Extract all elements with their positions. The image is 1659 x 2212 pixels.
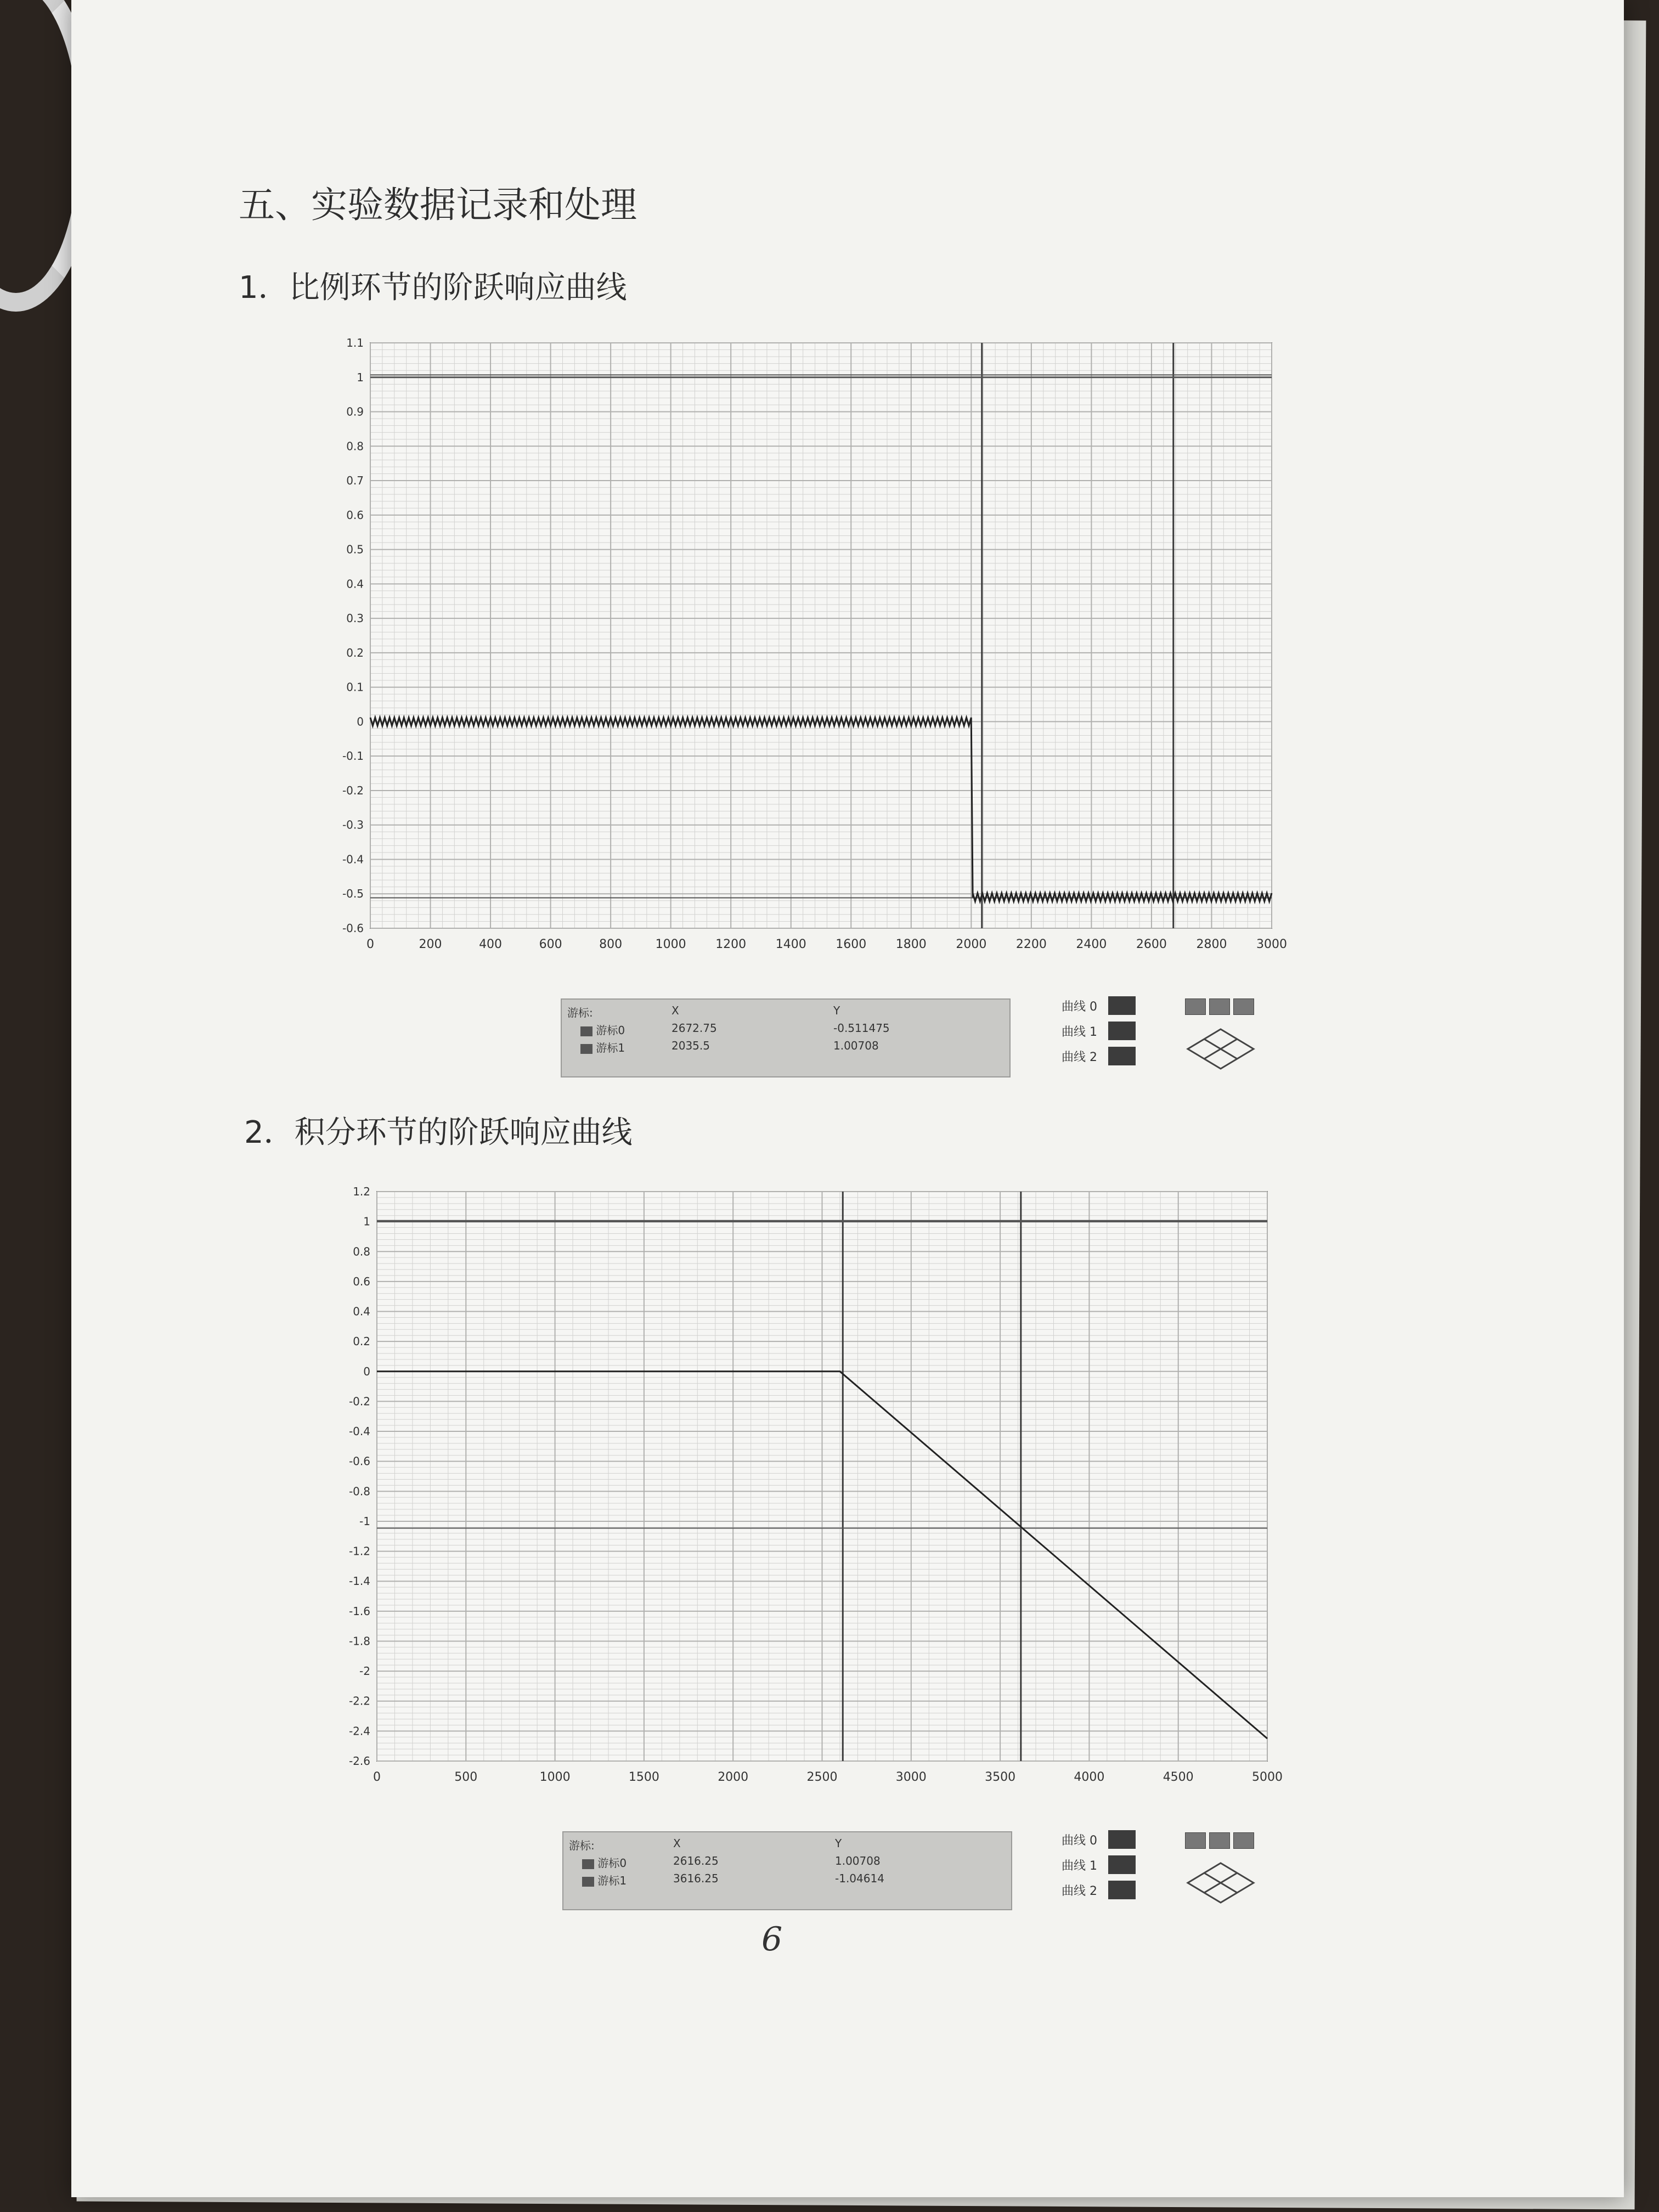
legend-label: 曲线 0 (1062, 1000, 1097, 1014)
cursor-y-value: -1.04614 (835, 1872, 884, 1885)
section2-title: 2．积分环节的阶跃响应曲线 (244, 1115, 633, 1150)
y-tick-label: 0.6 (353, 1274, 370, 1288)
y-tick-label: -0.1 (342, 749, 364, 763)
y-tick-label: -0.4 (348, 1425, 370, 1438)
y-tick-label: 0 (363, 1364, 370, 1378)
y-tick-label: -0.2 (348, 1395, 370, 1408)
y-tick-label: 0 (357, 715, 364, 729)
y-tick-label: 0.9 (346, 405, 364, 419)
section1-title: 1．比例环节的阶跃响应曲线 (239, 270, 627, 306)
cursor-header-label: 游标: (569, 1839, 595, 1852)
cursor-icon[interactable] (582, 1859, 594, 1869)
y-tick-label: 0.7 (346, 474, 364, 488)
y-tick-label: 0.4 (353, 1305, 370, 1318)
x-tick-label: 2000 (718, 1770, 749, 1784)
y-tick-label: 0.2 (353, 1335, 370, 1348)
x-tick-label: 600 (539, 938, 562, 951)
y-tick-label: -2 (359, 1664, 370, 1678)
y-tick-label: -0.4 (342, 853, 364, 866)
x-tick-label: 3500 (985, 1770, 1016, 1784)
cursor-header-y: Y (833, 1004, 840, 1017)
y-tick-label: 1.2 (353, 1185, 370, 1198)
y-tick-label: -1.6 (348, 1604, 370, 1618)
x-tick-label: 2400 (1076, 938, 1107, 951)
cursor-panel-2 (562, 1831, 1012, 1910)
x-tick-label: 200 (419, 938, 442, 951)
x-tick-label: 500 (454, 1770, 478, 1784)
page-heading: 五、实验数据记录和处理 (239, 184, 637, 226)
y-tick-label: 0.1 (346, 680, 364, 694)
y-tick-label: -0.2 (342, 783, 364, 797)
curve-swatch-icon[interactable] (1108, 1830, 1136, 1849)
cursor-name: 游标1 (596, 1041, 625, 1054)
y-tick-label: 1.1 (346, 336, 364, 349)
y-tick-label: -0.5 (342, 887, 364, 901)
y-tick-label: -1 (359, 1514, 370, 1528)
y-tick-label: -1.4 (348, 1575, 370, 1588)
legend-label: 曲线 2 (1062, 1050, 1097, 1064)
x-tick-label: 3000 (895, 1770, 927, 1784)
cursor-name: 游标0 (597, 1857, 627, 1870)
cursor-name: 游标1 (597, 1874, 627, 1887)
curve-swatch-icon[interactable] (1108, 1855, 1136, 1874)
magnify-tool-icon[interactable] (1209, 1832, 1230, 1849)
y-tick-label: 0.6 (346, 508, 364, 522)
x-tick-label: 2800 (1196, 938, 1227, 951)
cursor-name: 游标0 (596, 1024, 625, 1037)
cursor-x-value: 3616.25 (673, 1872, 719, 1885)
y-tick-label: 0.4 (346, 577, 364, 591)
page-number: 6 (761, 1920, 783, 1959)
x-tick-label: 3000 (1256, 938, 1287, 951)
x-tick-label: 1200 (715, 938, 747, 951)
y-tick-label: 0.8 (353, 1245, 370, 1259)
y-tick-label: -1.2 (348, 1544, 370, 1558)
curve-swatch-icon[interactable] (1108, 1881, 1136, 1899)
x-tick-label: 2000 (956, 938, 987, 951)
x-tick-label: 800 (599, 938, 623, 951)
cursor-x-value: 2035.5 (672, 1039, 710, 1052)
legend-label: 曲线 0 (1062, 1833, 1097, 1848)
x-tick-label: 1000 (539, 1770, 571, 1784)
cursor-header-y: Y (835, 1837, 842, 1850)
x-tick-label: 5000 (1252, 1770, 1283, 1784)
x-tick-label: 2200 (1015, 938, 1047, 951)
x-tick-label: 1800 (895, 938, 927, 951)
x-tick-label: 1000 (655, 938, 686, 951)
cursor-y-value: -0.511475 (833, 1022, 890, 1035)
y-tick-label: -0.8 (348, 1485, 370, 1498)
cursor-x-value: 2616.25 (673, 1854, 719, 1867)
cursor-y-value: 1.00708 (835, 1854, 881, 1867)
x-tick-label: 0 (373, 1770, 381, 1784)
x-tick-label: 1600 (836, 938, 867, 951)
x-tick-label: 4500 (1163, 1770, 1194, 1784)
y-tick-label: -2.4 (348, 1724, 370, 1738)
legend-2 (1062, 1827, 1136, 1903)
cursor-icon[interactable] (582, 1877, 594, 1887)
y-tick-label: -2.6 (348, 1754, 370, 1768)
x-tick-label: 1400 (775, 938, 806, 951)
x-tick-label: 2500 (806, 1770, 838, 1784)
cursor-header-label: 游标: (567, 1006, 593, 1019)
legend-label: 曲线 1 (1062, 1025, 1097, 1039)
cursor-move-diamond-icon[interactable] (1185, 1862, 1256, 1906)
cursor-y-value: 1.00708 (833, 1039, 879, 1052)
x-tick-label: 1500 (628, 1770, 659, 1784)
graph-tools-2 (1185, 1832, 1257, 1906)
y-tick-label: 0.5 (346, 543, 364, 556)
y-tick-label: 0.3 (346, 612, 364, 625)
cursor-x-value: 2672.75 (672, 1022, 717, 1035)
y-tick-label: -0.6 (342, 922, 364, 935)
x-tick-label: 4000 (1074, 1770, 1105, 1784)
pan-tool-icon[interactable] (1233, 1832, 1254, 1849)
zoom-tool-icon[interactable] (1185, 1832, 1206, 1849)
y-tick-label: 0.2 (346, 646, 364, 659)
cursor-header-x: X (672, 1004, 679, 1017)
x-tick-label: 0 (366, 938, 374, 951)
legend-label: 曲线 2 (1062, 1884, 1097, 1898)
legend-label: 曲线 1 (1062, 1859, 1097, 1873)
y-tick-label: -2.2 (348, 1694, 370, 1708)
x-tick-label: 400 (479, 938, 503, 951)
x-tick-label: 2600 (1136, 938, 1167, 951)
y-tick-label: -0.3 (342, 818, 364, 832)
cursor-header-x: X (673, 1837, 681, 1850)
y-tick-label: -0.6 (348, 1454, 370, 1468)
y-tick-label: 1 (357, 370, 364, 384)
y-tick-label: 1 (363, 1215, 370, 1228)
y-tick-label: 0.8 (346, 439, 364, 453)
y-tick-label: -1.8 (348, 1634, 370, 1648)
